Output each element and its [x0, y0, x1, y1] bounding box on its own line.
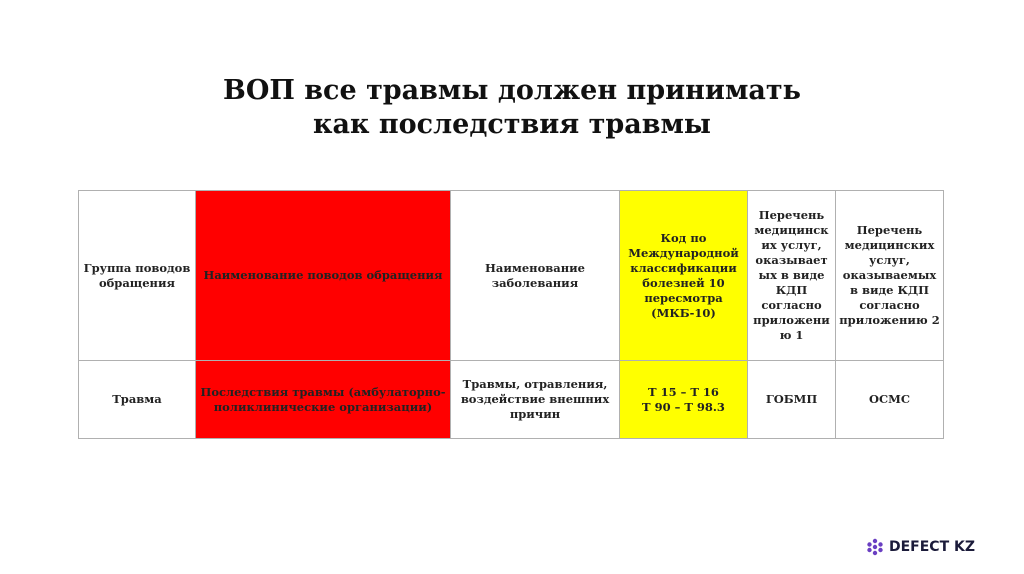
- slide-title: [0, 74, 1024, 142]
- header-group: Группа поводов обращения: [79, 191, 196, 361]
- defect-kz-logo: [866, 538, 975, 556]
- cell-reason-name: Последствия травмы (амбулаторно-поликлинические организации): [196, 361, 451, 439]
- header-services-1: Перечень медицинск их услуг, оказывает ых в виде КДП согласно приложени ю 1: [748, 191, 836, 361]
- header-services-2: Перечень медицинских услуг, оказываемых в виде КДП согласно приложению 2: [836, 191, 944, 361]
- table-header-row: [79, 191, 944, 361]
- cell-services-2: ОСМС: [836, 361, 944, 439]
- header-disease-name: Наименование заболевания: [451, 191, 620, 361]
- cell-services-1: ГОБМП: [748, 361, 836, 439]
- injury-table: [78, 190, 944, 439]
- cell-icd-code: [620, 361, 748, 439]
- icd-code-line-2: Т 90 – Т 98.3: [642, 399, 725, 414]
- logo-text: DEFECT KZ: [889, 539, 976, 555]
- title-line-2: как последствия травмы: [313, 109, 711, 140]
- header-reason-name: Наименование поводов обращения: [196, 191, 451, 361]
- table-row: [79, 361, 944, 439]
- cell-disease: Травмы, отравления, воздействие внешних причин: [451, 361, 620, 439]
- header-icd-code: Код по Международной классификации болезней 10 пересмотра (МКБ-10): [620, 191, 748, 361]
- cell-group: Травма: [79, 361, 196, 439]
- title-line-1: ВОП все травмы должен принимать: [223, 75, 801, 106]
- flower-dots-icon: [866, 538, 884, 556]
- icd-code-line-1: Т 15 – Т 16: [648, 384, 719, 399]
